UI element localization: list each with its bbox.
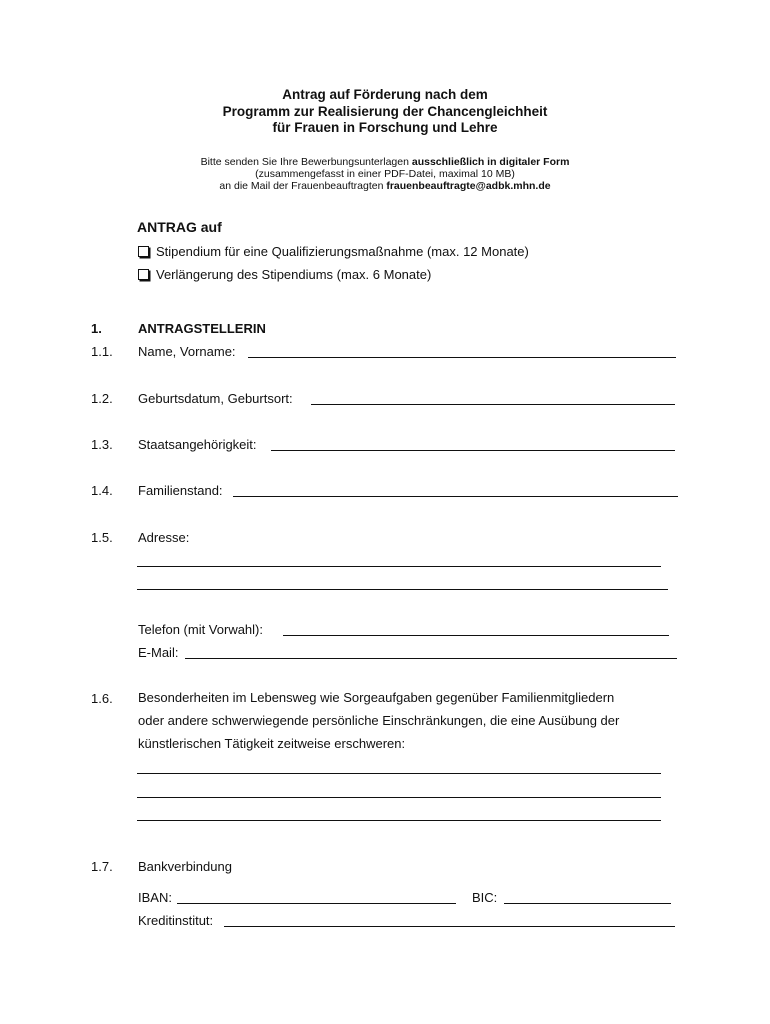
option-extension-label: Verlängerung des Stipendiums (max. 6 Monate) [156,267,432,282]
name-label: Name, Vorname: [138,344,236,359]
option-scholarship-label: Stipendium für eine Qualifizierungsmaßnahme (max. 12 Monate) [156,244,529,259]
antrag-heading: ANTRAG auf [137,219,222,235]
title-line-1: Antrag auf Förderung nach dem [282,87,488,102]
address-field-line-1[interactable] [137,566,661,567]
special-field-line-2[interactable] [137,797,661,798]
nationality-label: Staatsangehörigkeit: [138,437,257,452]
instructions-line-1 [0,156,770,168]
special-circumstances-text [138,686,678,755]
phone-field[interactable] [283,635,669,636]
email-field[interactable] [185,658,677,659]
item-1-7-number: 1.7. [91,859,113,874]
instructions-line-3 [0,180,770,192]
marital-field[interactable] [233,496,678,497]
item-1-3-number: 1.3. [91,437,113,452]
institute-label: Kreditinstitut: [138,913,214,928]
contact-email: frauenbeauftragte@adbk.mhn.de [386,180,551,192]
item-1-5-number: 1.5. [91,530,113,545]
iban-label: IBAN: [138,890,172,905]
special-line-3: künstlerischen Tätigkeit zeitweise erschweren: [138,736,406,751]
address-label: Adresse: [138,530,190,545]
section-1-number: 1. [91,321,102,336]
option-scholarship[interactable] [138,244,529,259]
birth-field[interactable] [311,404,675,405]
item-1-1-number: 1.1. [91,344,113,359]
bank-label: Bankverbindung [138,859,232,874]
item-1-4-number: 1.4. [91,483,113,498]
option-extension[interactable] [138,267,431,282]
submission-instructions [0,156,770,192]
title-line-3: für Frauen in Forschung und Lehre [272,120,498,135]
bic-label: BIC: [472,890,498,905]
email-label: E-Mail: [138,645,179,660]
iban-field[interactable] [177,903,456,904]
instructions-line-3-text: an die Mail der Frauenbeauftragten [219,180,387,192]
birth-label: Geburtsdatum, Geburtsort: [138,391,293,406]
title-line-2: Programm zur Realisierung der Chancengleichheit [222,103,548,119]
institute-field[interactable] [224,926,675,927]
instructions-line-1-text: Bitte senden Sie Ihre Bewerbungsunterlagen [200,156,412,168]
checkbox-icon[interactable] [138,269,149,280]
marital-label: Familienstand: [138,483,223,498]
item-1-6-number: 1.6. [91,691,113,706]
section-1-heading: ANTRAGSTELLERIN [138,321,266,336]
nationality-field[interactable] [271,450,675,451]
item-1-2-number: 1.2. [91,391,113,406]
special-line-2: oder andere schwerwiegende persönliche Einschränkungen, die eine Ausübung der [138,713,620,728]
instructions-line-2: (zusammengefasst in einer PDF-Datei, maximal 10 MB) [255,168,515,180]
phone-label: Telefon (mit Vorwahl): [138,622,263,637]
checkbox-icon[interactable] [138,246,149,257]
bic-field[interactable] [504,903,671,904]
special-field-line-1[interactable] [137,773,661,774]
form-title [0,87,770,137]
instructions-line-1-emphasis: ausschließlich in digitaler Form [411,156,570,168]
name-field[interactable] [248,357,676,358]
address-field-line-2[interactable] [137,589,668,590]
special-field-line-3[interactable] [137,820,661,821]
special-line-1: Besonderheiten im Lebensweg wie Sorgeaufgaben gegenüber Familienmitgliedern [138,690,615,705]
